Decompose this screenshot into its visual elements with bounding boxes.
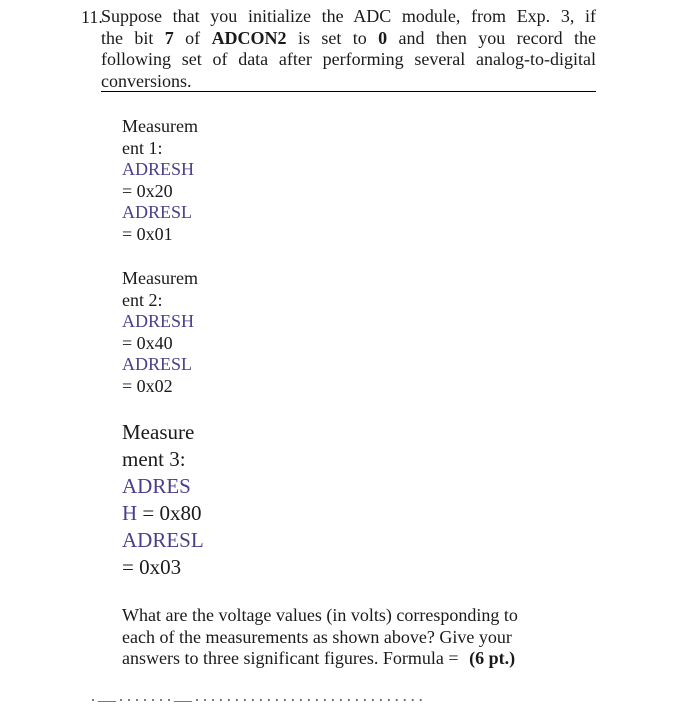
measurement-label: ent 1:: [122, 137, 163, 158]
question-line-4: conversions.: [101, 70, 192, 91]
register-adresh: ADRES: [122, 474, 191, 498]
points-label: (6 pt.): [469, 648, 516, 668]
register-adresh: ADRESH: [122, 159, 195, 179]
question-line-2: [101, 28, 596, 50]
question-number: 11.: [81, 7, 103, 27]
measurement-label: Measurem: [122, 268, 198, 288]
register-name: ADCON2: [211, 27, 287, 48]
measurement-label: Measurem: [122, 116, 198, 136]
register-value: = 0x40: [122, 332, 173, 353]
cut-off-text-row: ·—·······—·····························: [90, 690, 426, 710]
register-value: = 0x03: [122, 555, 182, 579]
question-line-1: Suppose that you initialize the ADC module, from Exp. 3, if: [101, 6, 596, 26]
register-adresl: ADRESL: [122, 528, 204, 552]
register-adresl: ADRESL: [122, 202, 193, 222]
prompt-text: What are the voltage values (in volts) corresponding to each of the measurements as shown above? Give your answers to three significant figures. Formula =: [122, 605, 518, 668]
register-adresl: ADRESL: [122, 354, 193, 374]
question-text: [101, 6, 596, 92]
bit-value: 0: [378, 27, 388, 48]
measurement-label: Measure: [122, 420, 195, 444]
measurement-1: [122, 116, 198, 245]
question-line-3: following set of data after performing several analog-to-digital: [101, 49, 596, 69]
register-adresh-suffix: H: [122, 501, 138, 525]
question-text-fragment: is set to: [297, 27, 367, 48]
question-underline: [101, 91, 596, 92]
register-value: = 0x01: [122, 223, 173, 244]
question-text-fragment: and then you record the: [398, 27, 597, 48]
register-value: = 0x80: [142, 501, 202, 525]
question-text-fragment: the bit: [101, 27, 154, 48]
bit-number: 7: [164, 27, 174, 48]
measurement-label: ment 3:: [122, 447, 186, 471]
register-value: = 0x20: [122, 180, 173, 201]
question-prompt: [122, 605, 547, 670]
measurement-label: ent 2:: [122, 289, 163, 310]
measurement-3: [122, 419, 204, 581]
register-adresh: ADRESH: [122, 311, 195, 331]
measurement-2: [122, 268, 198, 397]
register-adresh-line: [122, 500, 204, 527]
register-value: = 0x02: [122, 375, 173, 396]
question-text-fragment: of: [185, 27, 201, 48]
